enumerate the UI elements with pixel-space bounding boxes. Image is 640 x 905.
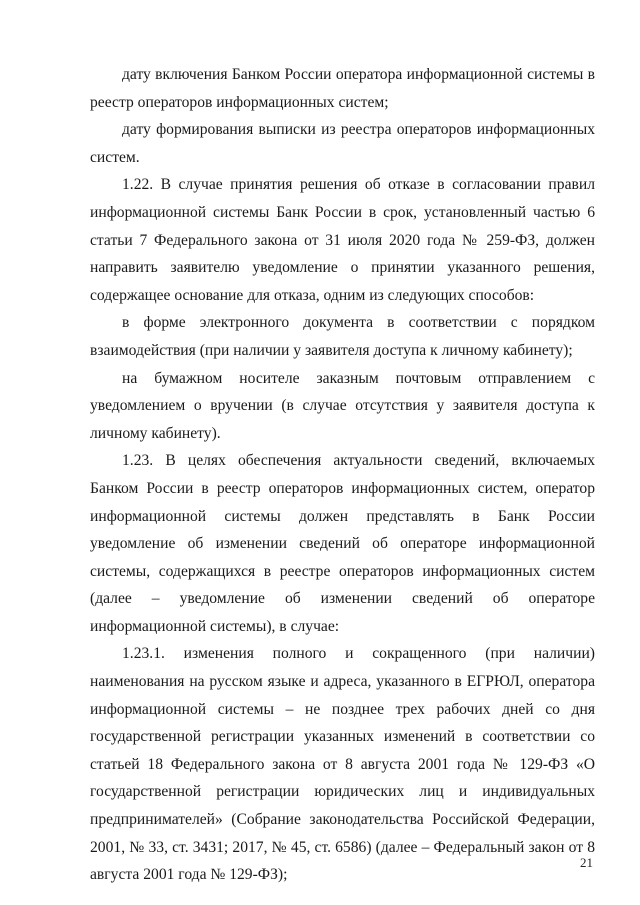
paragraph-1-23: 1.23. В целях обеспечения актуальности сведений, включаемых Банком России в реестр операторов информационных систем, оператор информационной системы должен представлять в Банк России уведомление об изменении сведений об операторе информационной системы, содержащихся в реестре операторов информационных систем (далее – уведомление об изменении сведений об операторе информационной системы), в случае:	[90, 452, 595, 635]
paragraph-paper-form: на бумажном носителе заказным почтовым отправлением с уведомлением о вручении (в случае отсутствия у заявителя доступа к личному кабинету).	[90, 369, 595, 442]
document-body	[90, 61, 595, 889]
paragraph-1-22: 1.22. В случае принятия решения об отказе в согласовании правил информационной системы Банк России в срок, установленный частью 6 статьи 7 Федерального закона от 31 июля 2020 года № 259-ФЗ, должен направить заявителю уведомление о принятии указанного решения, содержащее основание для отказа, одним из следующих способов:	[90, 176, 595, 304]
paragraph-inclusion-date: дату включения Банком России оператора информационной системы в реестр операторов информационных систем;	[90, 66, 595, 111]
page-number: 21	[580, 855, 593, 870]
paragraph-1-23-1: 1.23.1. изменения полного и сокращенного (при наличии) наименования на русском языке и адреса, указанного в ЕГРЮЛ, оператора информационной системы – не позднее трех рабочих дней со дня государственной регистрации указанных изменений в соответствии со статьей 18 Федерального закона от 8 августа 2001 года № 129-ФЗ «О государственной регистрации юридических лиц и индивидуальных предпринимателей» (Собрание законодательства Российской Федерации, 2001, № 33, ст. 3431; 2017, № 45, ст. 6586) (далее – Федеральный закон от 8 августа 2001 года № 129-ФЗ);	[90, 645, 595, 884]
paragraph-extract-date: дату формирования выписки из реестра операторов информационных систем.	[90, 121, 595, 166]
paragraph-electronic-form: в форме электронного документа в соответствии с порядком взаимодействия (при наличии у заявителя доступа к личному кабинету);	[90, 314, 595, 359]
